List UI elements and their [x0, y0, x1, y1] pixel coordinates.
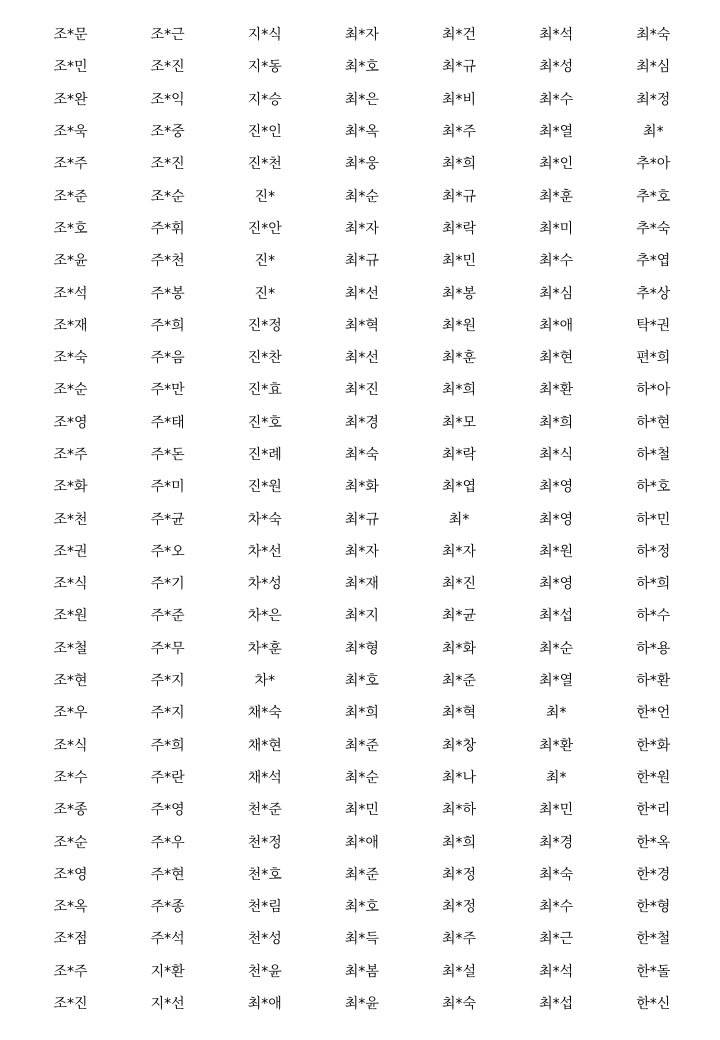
name-cell: 조*문	[53, 27, 88, 44]
name-cell: 차*숙	[247, 511, 282, 528]
name-cell: 최*심	[539, 285, 574, 302]
name-cell: 한*언	[636, 705, 671, 722]
name-cell: 한*철	[636, 931, 671, 948]
name-cell: 최*락	[442, 220, 477, 237]
name-cell: 최*락	[442, 447, 477, 463]
name-cell: 천*림	[247, 899, 282, 916]
name-cell: 조*순	[53, 834, 88, 851]
name-cell: 최*원	[539, 543, 574, 560]
name-cell: 최*건	[442, 27, 477, 44]
name-cell: 최*민	[539, 802, 574, 819]
name-cell: 한*원	[636, 769, 671, 786]
name-cell: 최*호	[344, 673, 379, 690]
name-cell: 최*미	[539, 220, 574, 237]
name-cell: 최*웅	[344, 156, 379, 173]
name-cell: 지*환	[150, 963, 185, 980]
name-cell: 최*설	[442, 963, 477, 980]
name-cell: 조*윤	[53, 253, 88, 270]
name-cell: 최*자	[344, 543, 379, 560]
name-cell: 주*휘	[150, 220, 185, 237]
name-cell: 최*호	[344, 59, 379, 76]
name-list-grid	[22, 19, 702, 1020]
name-cell: 조*철	[53, 640, 88, 657]
name-cell: 조*주	[53, 447, 88, 463]
name-cell: 천*호	[247, 866, 282, 883]
name-cell: 조*순	[53, 382, 88, 399]
name-cell: 최*숙	[344, 447, 379, 463]
name-cell: 최*정	[442, 866, 477, 883]
name-cell: 진*례	[247, 447, 282, 463]
name-cell: 한*형	[636, 899, 671, 916]
name-cell: 최*정	[442, 899, 477, 916]
name-cell: 최*	[545, 705, 567, 722]
name-cell: 채*현	[247, 737, 282, 754]
name-cell: 최*형	[344, 640, 379, 657]
name-cell: 최*현	[539, 350, 574, 367]
name-cell: 조*수	[53, 769, 88, 786]
name-cell: 채*숙	[247, 705, 282, 722]
name-cell: 최*식	[539, 447, 574, 463]
name-cell: 최*은	[344, 91, 379, 108]
name-cell: 하*아	[636, 382, 671, 399]
name-cell: 하*수	[636, 608, 671, 625]
name-cell: 최*경	[539, 834, 574, 851]
name-cell: 최*환	[539, 737, 574, 754]
name-cell: 주*희	[150, 737, 185, 754]
name-cell: 최*	[643, 124, 664, 141]
name-cell: 조*권	[53, 543, 88, 560]
name-cell: 주*영	[150, 802, 185, 819]
name-cell: 최*엽	[442, 479, 477, 496]
name-cell: 한*돌	[636, 963, 671, 980]
name-cell: 차*훈	[247, 640, 282, 657]
name-cell: 하*호	[636, 479, 671, 496]
name-cell: 최*규	[442, 59, 477, 76]
name-cell: 최*선	[344, 285, 379, 302]
name-cell: 한*화	[636, 737, 671, 754]
name-cell: 최*봄	[344, 963, 379, 980]
name-cell: 최*숙	[636, 27, 671, 44]
name-cell: 최*득	[344, 931, 379, 948]
name-cell: 최*윤	[344, 996, 379, 1013]
name-cell: 주*기	[150, 576, 185, 593]
name-cell: 조*호	[53, 220, 88, 237]
name-cell: 조*중	[150, 124, 185, 141]
name-cell: 최*진	[442, 576, 477, 593]
name-cell: 하*환	[636, 673, 671, 690]
name-cell: 주*음	[150, 350, 185, 367]
name-cell: 조*화	[53, 479, 88, 496]
name-cell: 최*환	[539, 382, 574, 399]
name-cell: 최*영	[539, 576, 574, 593]
name-cell: 최*자	[442, 543, 477, 560]
name-cell: 최*석	[539, 963, 574, 980]
name-cell: 주*우	[150, 834, 185, 851]
name-cell: 주*태	[150, 414, 185, 431]
name-cell: 하*철	[636, 447, 671, 463]
name-cell: 조*천	[53, 511, 88, 528]
name-cell: 지*선	[150, 996, 185, 1013]
name-cell: 최*봉	[442, 285, 477, 302]
name-cell: 주*준	[150, 608, 185, 625]
name-cell: 지*식	[247, 27, 282, 44]
name-cell: 최*섭	[539, 996, 574, 1013]
name-cell: 최*모	[442, 414, 477, 431]
name-cell: 최*애	[539, 317, 574, 334]
name-cell: 최*하	[442, 802, 477, 819]
name-cell: 최*혁	[442, 705, 477, 722]
name-cell: 주*돈	[150, 447, 185, 463]
name-cell: 최*희	[442, 834, 477, 851]
name-cell: 최*자	[344, 27, 379, 44]
name-cell: 최*정	[636, 91, 671, 108]
name-cell: 진*	[254, 285, 276, 302]
name-cell: 조*석	[53, 285, 88, 302]
name-cell: 최*수	[539, 899, 574, 916]
name-cell: 추*엽	[636, 253, 671, 270]
name-cell: 조*완	[53, 91, 88, 108]
name-cell: 차*성	[247, 576, 282, 593]
name-cell: 최*지	[344, 608, 379, 625]
name-cell: 한*옥	[636, 834, 671, 851]
name-cell: 주*무	[150, 640, 185, 657]
name-cell: 최*영	[539, 479, 574, 496]
name-cell: 조*식	[53, 737, 88, 754]
name-cell: 최*균	[442, 608, 477, 625]
name-cell: 진*	[254, 253, 276, 270]
name-cell: 조*진	[150, 156, 185, 173]
name-cell: 진*효	[247, 382, 282, 399]
name-cell: 최*열	[539, 124, 574, 141]
name-cell: 최*	[545, 769, 567, 786]
name-cell: 조*숙	[53, 350, 88, 367]
name-cell: 진*천	[247, 156, 282, 173]
name-cell: 최*훈	[442, 350, 477, 367]
name-cell: 최*석	[539, 27, 574, 44]
name-cell: 조*준	[53, 188, 88, 205]
name-cell: 최*호	[344, 899, 379, 916]
name-cell: 하*정	[636, 543, 671, 560]
name-cell: 조*욱	[53, 124, 88, 141]
name-cell: 주*석	[150, 931, 185, 948]
name-cell: 최*영	[539, 511, 574, 528]
name-cell: 추*호	[636, 188, 671, 205]
name-cell: 조*종	[53, 802, 88, 819]
name-cell: 조*점	[53, 931, 88, 948]
name-cell: 주*지	[150, 673, 185, 690]
name-cell: 주*천	[150, 253, 185, 270]
name-cell: 조*우	[53, 705, 88, 722]
name-cell: 최*화	[442, 640, 477, 657]
name-cell: 한*경	[636, 866, 671, 883]
name-cell: 천*윤	[247, 963, 282, 980]
name-cell: 조*옥	[53, 899, 88, 916]
name-cell: 조*식	[53, 576, 88, 593]
name-cell: 최*규	[442, 188, 477, 205]
name-cell: 최*숙	[539, 866, 574, 883]
name-cell: 추*숙	[636, 220, 671, 237]
name-cell: 최*순	[539, 640, 574, 657]
name-cell: 조*원	[53, 608, 88, 625]
name-cell: 진*안	[247, 220, 282, 237]
name-cell: 최*성	[539, 59, 574, 76]
name-cell: 주*만	[150, 382, 185, 399]
name-cell: 최*옥	[344, 124, 379, 141]
name-cell: 최*심	[636, 59, 671, 76]
name-cell: 지*동	[247, 59, 282, 76]
name-cell: 채*석	[247, 769, 282, 786]
name-cell: 최*화	[344, 479, 379, 496]
name-cell: 진*찬	[247, 350, 282, 367]
name-cell: 최*주	[442, 124, 477, 141]
name-cell: 최*민	[442, 253, 477, 270]
name-cell: 최*주	[442, 931, 477, 948]
name-cell: 최*열	[539, 673, 574, 690]
name-cell: 최*순	[344, 769, 379, 786]
name-cell: 최*준	[344, 866, 379, 883]
name-cell: 탁*권	[636, 317, 671, 334]
name-cell: 주*종	[150, 899, 185, 916]
name-cell: 최*경	[344, 414, 379, 431]
name-cell: 최*비	[442, 91, 477, 108]
name-cell: 하*민	[636, 511, 671, 528]
name-cell: 주*오	[150, 543, 185, 560]
name-cell: 한*신	[636, 996, 671, 1013]
name-cell: 지*승	[247, 91, 282, 108]
name-cell: 진*호	[247, 414, 282, 431]
name-cell: 천*준	[247, 802, 282, 819]
name-cell: 최*규	[344, 253, 379, 270]
name-cell: 주*지	[150, 705, 185, 722]
name-cell: 최*희	[539, 414, 574, 431]
name-cell: 진*원	[247, 479, 282, 496]
name-cell: 최*애	[247, 996, 282, 1013]
name-cell: 최*희	[442, 156, 477, 173]
name-cell: 주*란	[150, 769, 185, 786]
name-cell: 조*영	[53, 866, 88, 883]
name-cell: 최*준	[344, 737, 379, 754]
name-cell: 주*희	[150, 317, 185, 334]
name-cell: 편*희	[636, 350, 671, 367]
name-cell: 최*수	[539, 253, 574, 270]
name-cell: 진*정	[247, 317, 282, 334]
name-cell: 조*주	[53, 963, 88, 980]
name-cell: 최*민	[344, 802, 379, 819]
name-cell: 최*근	[539, 931, 574, 948]
name-cell: 최*규	[344, 511, 379, 528]
name-cell: 조*익	[150, 91, 185, 108]
name-cell: 최*수	[539, 91, 574, 108]
name-cell: 주*균	[150, 511, 185, 528]
name-cell: 조*민	[53, 59, 88, 76]
name-cell: 진*인	[247, 124, 282, 141]
name-cell: 조*진	[150, 59, 185, 76]
name-cell: 천*성	[247, 931, 282, 948]
name-cell: 최*희	[344, 705, 379, 722]
name-cell: 최*준	[442, 673, 477, 690]
name-cell: 하*현	[636, 414, 671, 431]
name-cell: 진*	[254, 188, 276, 205]
name-cell: 조*순	[150, 188, 185, 205]
name-cell: 조*재	[53, 317, 88, 334]
name-cell: 최*섭	[539, 608, 574, 625]
name-cell: 최*애	[344, 834, 379, 851]
name-cell: 최*숙	[442, 996, 477, 1013]
name-cell: 최*인	[539, 156, 574, 173]
name-cell: 최*희	[442, 382, 477, 399]
name-cell: 최*재	[344, 576, 379, 593]
name-cell: 조*현	[53, 673, 88, 690]
name-cell: 최*원	[442, 317, 477, 334]
name-cell: 최*창	[442, 737, 477, 754]
name-cell: 하*희	[636, 576, 671, 593]
name-cell: 차*	[254, 673, 276, 690]
name-cell: 조*근	[150, 27, 185, 44]
name-cell: 최*진	[344, 382, 379, 399]
name-cell: 천*정	[247, 834, 282, 851]
name-cell: 차*은	[247, 608, 282, 625]
name-cell: 조*주	[53, 156, 88, 173]
name-cell: 주*미	[150, 479, 185, 496]
name-cell: 최*훈	[539, 188, 574, 205]
name-cell: 조*영	[53, 414, 88, 431]
name-cell: 조*진	[53, 996, 88, 1013]
name-cell: 최*나	[442, 769, 477, 786]
name-cell: 추*아	[636, 156, 671, 173]
name-cell: 최*	[448, 511, 470, 528]
name-cell: 추*상	[636, 285, 671, 302]
name-cell: 하*용	[636, 640, 671, 657]
name-cell: 차*선	[247, 543, 282, 560]
name-cell: 주*현	[150, 866, 185, 883]
name-cell: 최*자	[344, 220, 379, 237]
name-cell: 한*리	[636, 802, 671, 819]
name-cell: 최*선	[344, 350, 379, 367]
name-cell: 최*순	[344, 188, 379, 205]
name-cell: 주*봉	[150, 285, 185, 302]
name-cell: 최*혁	[344, 317, 379, 334]
